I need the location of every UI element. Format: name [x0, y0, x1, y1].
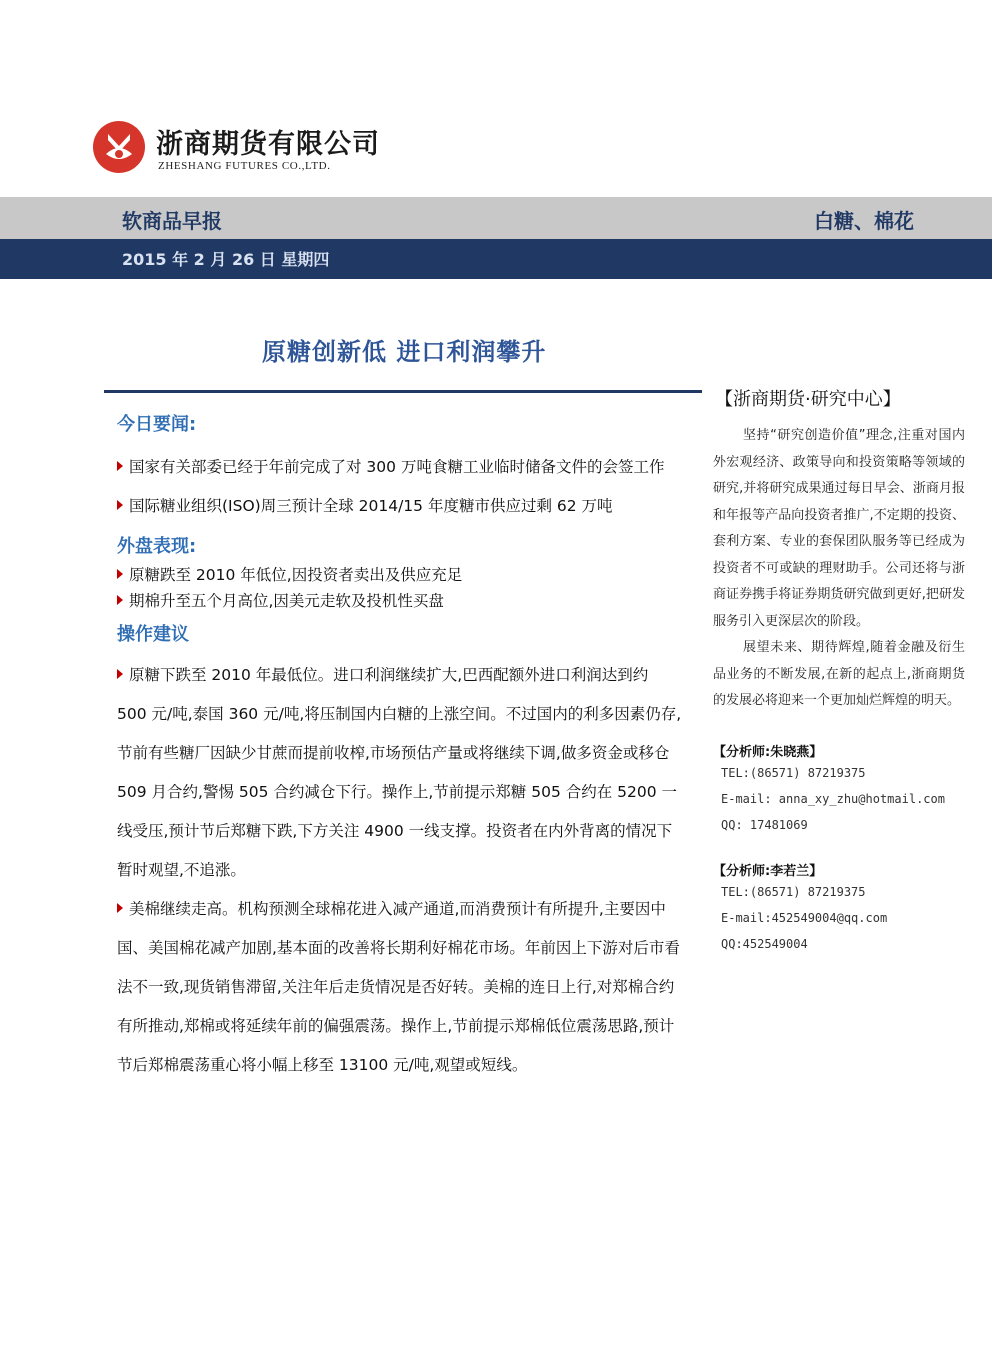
sidebar-outlook: 展望未来、期待辉煌,随着金融及衍生品业务的不断发展,在新的起点上,浙商期货的发展必将迎来一个更加灿烂辉煌的明天。 [713, 640, 965, 708]
analyst-name: 【分析师:李若兰】 [713, 863, 823, 879]
analyst-card [713, 741, 965, 838]
sidebar-title: 【浙商期货·研究中心】 [715, 389, 901, 410]
news-section-title: 今日要闻: [117, 414, 197, 435]
advice-paragraph: 美棉继续走高。机构预测全球棉花进入减产通道,而消费预计有所提升,主要因中国、美国棉花减产加剧,基本面的改善将长期利好棉花市场。年前因上下游对后市看法不一致,现货销售滞留,关注年后走货情况是否好转。美棉的连日上行,对郑棉合约有所推动,郑棉或将延续年前的偏强震荡。操作上,节前提示郑棉低位震荡思路,预计节后郑棉震荡重心将小幅上移至 13100 元/吨,观望或短线。 [117, 900, 680, 1074]
zheshang-logo-icon [92, 120, 146, 174]
report-commodities: 白糖、棉花 [814, 209, 914, 233]
overseas-item: 原糖跌至 2010 年低位,因投资者卖出及供应充足 [117, 562, 682, 588]
analyst-qq: QQ: 17481069 [721, 817, 808, 832]
bullet-arrow-icon [117, 595, 123, 605]
advice-paragraph: 原糖下跌至 2010 年最低位。进口利润继续扩大,巴西配额外进口利润达到约 500 元/吨,泰国 360 元/吨,将压制国内白糖的上涨空间。不过国内的利多因素仍存,节前有些糖厂因缺少甘蔗而提前收榨,市场预估产量或将继续下调,做多资金或移仓 509 月合约,警惕 505 合约减仓下行。操作上,节前提示郑糖 505 合约在 5200 一线受压,预计节后郑糖下跌,下方关注 4900 一线支撑。投资者在内外背离的情况下暂时观望,不追涨。 [117, 666, 682, 879]
analyst-name: 【分析师:朱晓燕】 [713, 744, 823, 760]
bullet-arrow-icon [117, 500, 123, 510]
report-date: 2015 年 2 月 26 日 星期四 [122, 250, 330, 269]
analyst-tel: TEL:(86571) 87219375 [721, 884, 866, 899]
report-type: 软商品早报 [122, 209, 222, 233]
research-center-sidebar [713, 385, 965, 957]
company-name-cn: 浙商期货有限公司 [156, 129, 380, 160]
news-item: 国家有关部委已经于年前完成了对 300 万吨食糖工业临时储备文件的会签工作 [117, 448, 682, 487]
bullet-arrow-icon [117, 569, 123, 579]
bullet-arrow-icon [117, 669, 123, 679]
analyst-email[interactable]: E-mail: anna_xy_zhu@hotmail.com [721, 791, 945, 806]
title-divider [104, 390, 702, 393]
advice-section-title: 操作建议 [117, 624, 189, 645]
analyst-card [713, 860, 965, 957]
page-title: 原糖创新低 进口利润攀升 [262, 338, 547, 366]
overseas-item: 期棉升至五个月高位,因美元走软及投机性买盘 [117, 588, 682, 614]
news-item: 国际糖业组织(ISO)周三预计全球 2014/15 年度糖市供应过剩 62 万吨 [117, 487, 682, 526]
bullet-arrow-icon [117, 461, 123, 471]
company-name-en: ZHESHANG FUTURES CO.,LTD. [158, 160, 331, 172]
analyst-email[interactable]: E-mail:452549004@qq.com [721, 910, 888, 925]
bullet-arrow-icon [117, 903, 123, 913]
sidebar-intro: 坚持“研究创造价值”理念,注重对国内外宏观经济、政策导向和投资策略等领域的研究,并将研究成果通过每日早会、浙商月报和年报等产品向投资者推广,不定期的投资、套利方案、专业的套保团队服务等已经成为投资者不可或缺的理财助手。公司还将与浙商证券携手将证券期货研究做到更好,把研发服务引入更深层次的阶段。 [713, 428, 965, 629]
main-content [117, 408, 682, 1085]
overseas-section-title: 外盘表现: [117, 536, 197, 557]
company-logo [92, 118, 382, 182]
analyst-qq: QQ:452549004 [721, 936, 808, 951]
analyst-tel: TEL:(86571) 87219375 [721, 765, 866, 780]
